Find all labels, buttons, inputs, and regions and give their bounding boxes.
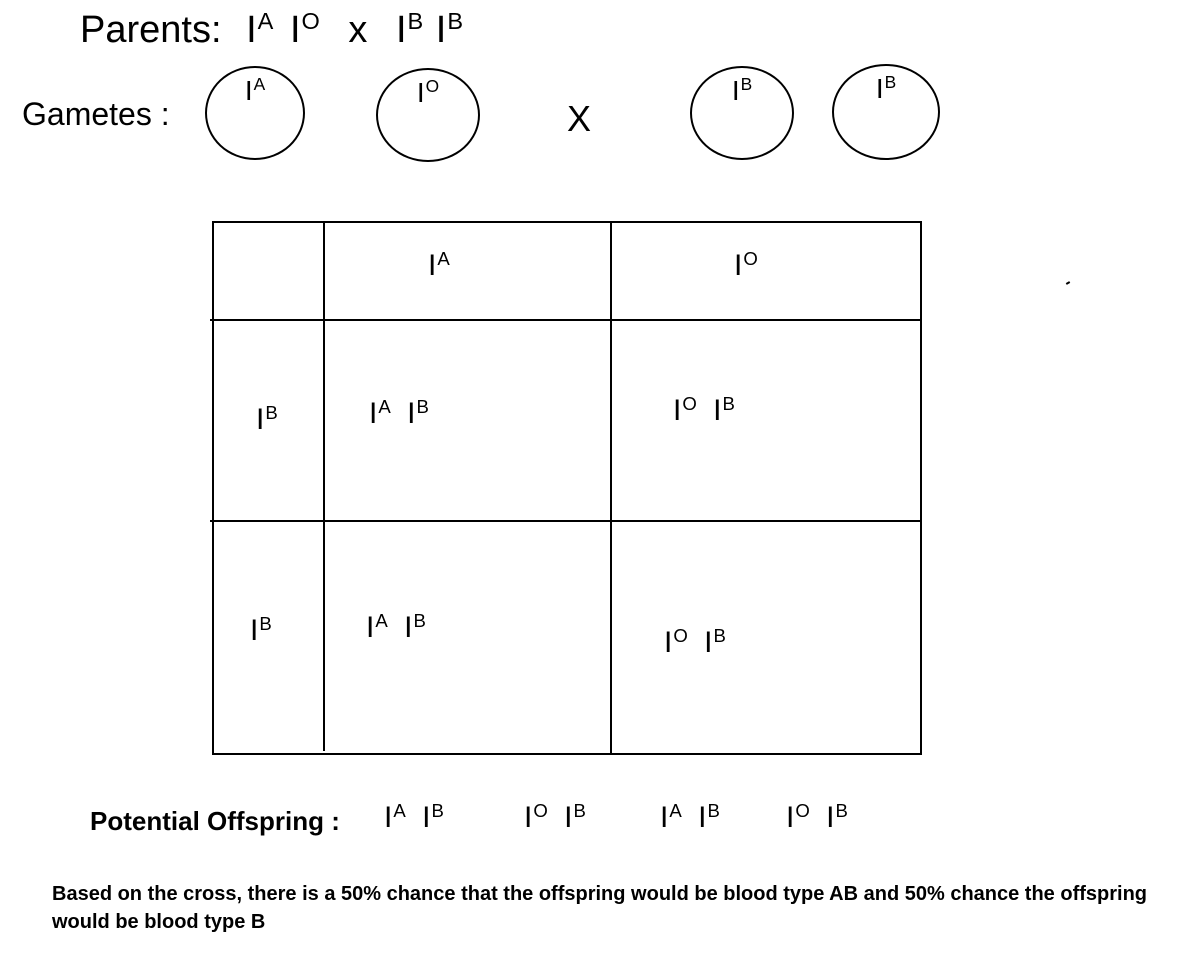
parents-line: [80, 8, 463, 52]
grid-line-h: [210, 319, 922, 321]
allele: $I^B$: [435, 8, 464, 51]
allele: $I^A$: [244, 74, 266, 106]
conclusion-text: Based on the cross, there is a 50% chance that the offspring would be blood type AB and 50% chance the offspring would be blood type B: [52, 883, 1148, 933]
offspring-genotype: $I^O$ $I^B$: [524, 800, 586, 835]
gamete-circle: [832, 64, 940, 160]
parents-label: Parents:: [80, 8, 222, 51]
grid-line-v: [323, 221, 325, 751]
potential-offspring-label: Potential Offspring :: [90, 806, 340, 836]
grid-border-bottom: [212, 753, 922, 755]
allele: $I^B$: [731, 74, 753, 106]
punnett-cell: $I^O$ $I^B$: [673, 393, 735, 428]
gamete-circle: [376, 68, 480, 162]
allele: $I^B$: [395, 8, 424, 51]
gametes-label: Gametes :: [22, 96, 170, 132]
grid-border-left: [212, 221, 214, 755]
offspring-genotype: $I^A$ $I^B$: [660, 800, 720, 835]
cross-symbol: x: [348, 8, 368, 51]
punnett-cell: $I^A$ $I^B$: [369, 396, 429, 431]
gamete-circle: [690, 66, 794, 160]
grid-border-right: [920, 221, 922, 755]
allele: $I^B$: [875, 72, 897, 104]
grid-border-top: [212, 221, 922, 223]
cross-symbol: X: [567, 98, 592, 139]
row-header: $I^B$: [250, 613, 272, 648]
offspring-genotype: $I^A$ $I^B$: [384, 800, 444, 835]
grid-line-h: [210, 520, 922, 522]
punnett-cell: $I^O$ $I^B$: [664, 625, 726, 660]
column-header: $I^O$: [734, 248, 758, 283]
allele: $I^A$: [246, 8, 274, 51]
grid-line-v: [610, 221, 612, 755]
punnett-cell: $I^A$ $I^B$: [366, 610, 426, 645]
row-header: $I^B$: [256, 402, 278, 437]
allele: $I^O$: [416, 76, 440, 108]
gamete-circle: [205, 66, 305, 160]
stray-mark: [1066, 281, 1070, 285]
offspring-genotype: $I^O$ $I^B$: [786, 800, 848, 835]
column-header: $I^A$: [428, 248, 450, 283]
allele: $I^O$: [289, 8, 320, 51]
